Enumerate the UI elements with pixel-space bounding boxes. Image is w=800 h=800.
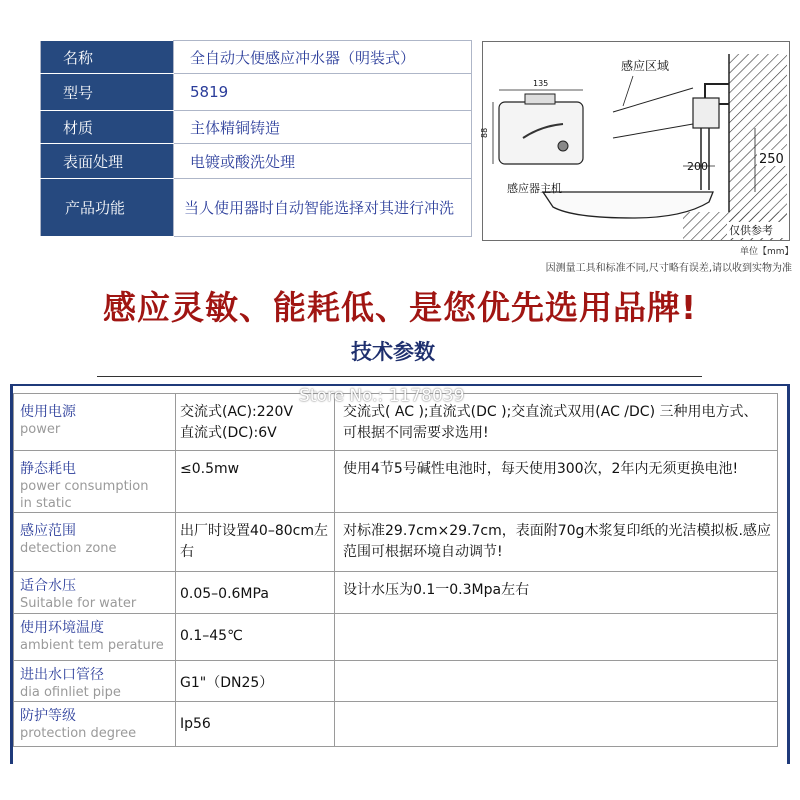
unit-note: 单位【mm】 <box>740 247 794 257</box>
spec-name-zh: 防护等级 <box>20 708 76 724</box>
spec-name-zh: 使用环境温度 <box>20 620 104 636</box>
height-dim-label: 88 <box>480 127 489 138</box>
spec-name-cell <box>14 572 176 614</box>
width-dim-label: 135 <box>533 79 549 88</box>
info-label: 表面处理 <box>41 144 174 179</box>
store-watermark: Store No.: 1178039 <box>299 386 465 406</box>
info-label: 产品功能 <box>41 179 174 237</box>
spec-note <box>335 661 778 702</box>
installation-diagram <box>482 41 790 241</box>
spec-note: 交流式( AC );直流式(DC );交直流式双用(AC /DC) 三种用电方式、可根据不同需要求选用! <box>335 394 778 451</box>
info-label: 材质 <box>41 111 174 144</box>
sensing-beam-bottom <box>613 124 693 138</box>
wall-dim-label: 250 <box>759 152 784 167</box>
spec-row <box>14 513 778 572</box>
spec-value: 0.1–45℃ <box>176 614 335 661</box>
spec-name-cell <box>14 702 176 747</box>
spec-value: ≤0.5mw <box>176 451 335 513</box>
spec-name-cell <box>14 394 176 451</box>
spec-name-cell <box>14 661 176 702</box>
spec-name-en: power consumption in static <box>20 479 149 511</box>
spec-row <box>14 661 778 702</box>
spec-value: 0.05–0.6MPa <box>176 572 335 614</box>
spec-value: Ip56 <box>176 702 335 747</box>
spec-name-zh: 感应范围 <box>20 523 76 539</box>
title-divider <box>97 376 702 377</box>
spec-note: 对标准29.7cm×29.7cm，表面附70g木浆复印纸的光洁模拟板.感应范围可根据环境自动调节! <box>335 513 778 572</box>
spec-name-cell <box>14 513 176 572</box>
info-row <box>41 179 472 237</box>
spec-name-en: protection degree <box>20 726 137 741</box>
spec-value: 出厂时设置40–80cm左右 <box>176 513 335 572</box>
spec-row <box>14 451 778 513</box>
reference-note: 仅供参考 <box>729 224 773 237</box>
sensor-unit-label: 感应器主机 <box>507 182 562 195</box>
info-label: 名称 <box>41 41 174 74</box>
info-row <box>41 144 472 179</box>
spec-name-zh: 使用电源 <box>20 404 76 420</box>
spec-value-text: 交流式(AC):220V 直流式(DC):6V <box>180 404 294 441</box>
info-value: 5819 <box>174 74 472 111</box>
info-row <box>41 41 472 74</box>
pipe-dim-label: 200 <box>687 160 708 173</box>
spec-name-cell <box>14 451 176 513</box>
tech-specs-title: 技术参数 <box>351 340 435 364</box>
spec-note: 设计水压为0.1一0.3Mpa左右 <box>335 572 778 614</box>
spec-row <box>14 614 778 661</box>
spec-name-cell <box>14 614 176 661</box>
spec-name-en: power <box>20 422 61 437</box>
info-value: 主体精铜铸造 <box>174 111 472 144</box>
slogan-headline: 感应灵敏、能耗低、是您优先选用品牌! <box>102 288 698 327</box>
spec-name-en: detection zone <box>20 541 117 556</box>
sensing-area-label: 感应区域 <box>621 59 670 73</box>
spec-name-en: ambient tem perature <box>20 638 164 653</box>
info-label: 型号 <box>41 74 174 111</box>
sensor-unit-box <box>499 102 583 164</box>
spec-row <box>14 572 778 614</box>
measurement-disclaimer: 因测量工具和标准不同,尺寸略有误差,请以收到实物为准 <box>545 263 792 274</box>
spec-name-en: dia ofinliet pipe <box>20 685 121 700</box>
installation-diagram-drawing <box>480 42 789 240</box>
spec-value: G1"（DN25） <box>176 661 335 702</box>
spec-name-en: Suitable for water <box>20 596 137 611</box>
spec-name-zh: 进出水口管径 <box>20 667 104 683</box>
spec-note <box>335 614 778 661</box>
spec-row <box>14 702 778 747</box>
spec-note <box>335 702 778 747</box>
mounted-sensor <box>693 98 719 128</box>
spec-table <box>13 393 778 747</box>
sensor-top-connector <box>525 94 555 104</box>
info-row <box>41 74 472 111</box>
spec-name-zh: 静态耗电 <box>20 461 76 477</box>
sensor-eye <box>558 141 568 151</box>
sensing-area-leader <box>623 76 633 106</box>
product-info-table <box>40 40 472 237</box>
spec-name-zh: 适合水压 <box>20 578 76 594</box>
info-value: 当人使用器时自动智能选择对其进行冲洗 <box>174 179 472 237</box>
spec-note: 使用4节5号碱性电池时，每天使用300次，2年内无须更换电池! <box>335 451 778 513</box>
info-value: 电镀或酸洗处理 <box>174 144 472 179</box>
info-value: 全自动大便感应冲水器（明装式） <box>174 41 472 74</box>
info-row <box>41 111 472 144</box>
flush-pipe <box>701 128 709 190</box>
